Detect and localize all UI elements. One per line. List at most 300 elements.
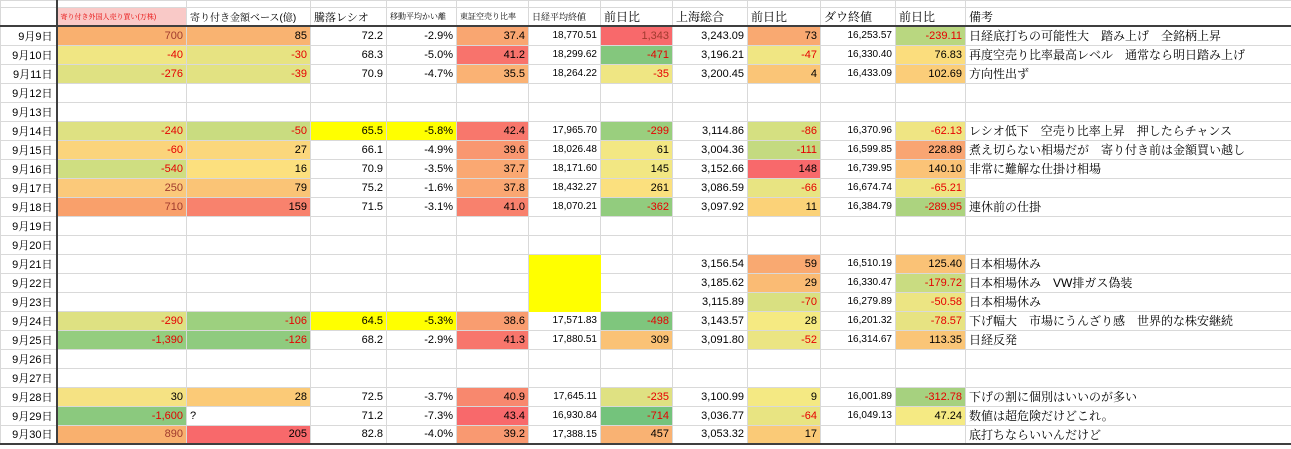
table-cell[interactable] [57, 216, 187, 235]
table-cell[interactable] [673, 349, 748, 368]
table-cell[interactable]: 73 [748, 26, 821, 45]
table-cell[interactable]: -239.11 [896, 26, 966, 45]
table-cell[interactable]: 205 [187, 425, 311, 444]
table-cell[interactable]: -1.6% [387, 178, 457, 197]
table-cell[interactable]: 37.8 [457, 178, 529, 197]
date-cell[interactable]: 9月16日 [1, 159, 57, 178]
table-cell[interactable] [187, 216, 311, 235]
table-cell[interactable] [387, 368, 457, 387]
table-cell[interactable]: -66 [748, 178, 821, 197]
remark-cell[interactable]: 日本相場休み VW排ガス偽装 [966, 273, 1291, 292]
date-cell[interactable]: 9月24日 [1, 311, 57, 330]
table-cell[interactable]: 16,384.79 [821, 197, 896, 216]
table-cell[interactable]: -3.1% [387, 197, 457, 216]
table-cell[interactable] [821, 425, 896, 444]
table-cell[interactable] [821, 235, 896, 254]
table-cell[interactable]: 75.2 [311, 178, 387, 197]
table-cell[interactable] [457, 235, 529, 254]
table-cell[interactable]: -714 [601, 406, 673, 425]
table-cell[interactable] [529, 368, 601, 387]
table-cell[interactable]: 16,330.47 [821, 273, 896, 292]
table-cell[interactable] [311, 292, 387, 311]
table-cell[interactable]: 890 [57, 425, 187, 444]
table-cell[interactable]: -3.7% [387, 387, 457, 406]
table-cell[interactable]: -299 [601, 121, 673, 140]
table-cell[interactable]: -4.7% [387, 64, 457, 83]
table-cell[interactable] [748, 216, 821, 235]
table-cell[interactable]: -498 [601, 311, 673, 330]
table-cell[interactable] [187, 368, 311, 387]
table-cell[interactable]: 70.9 [311, 64, 387, 83]
table-cell[interactable] [311, 83, 387, 102]
remark-cell[interactable]: 日経反発 [966, 330, 1291, 349]
table-cell[interactable]: 4 [748, 64, 821, 83]
table-cell[interactable]: -47 [748, 45, 821, 64]
table-cell[interactable]: 29 [748, 273, 821, 292]
table-cell[interactable] [896, 216, 966, 235]
column-header[interactable]: 寄り付き外国人売り買い(万株) [57, 8, 187, 27]
remark-cell[interactable]: 日経底打ちの可能性大 踏み上げ 全銘柄上昇 [966, 26, 1291, 45]
table-cell[interactable]: 61 [601, 140, 673, 159]
table-cell[interactable] [529, 273, 601, 292]
table-cell[interactable]: 16,253.57 [821, 26, 896, 45]
table-cell[interactable]: 68.3 [311, 45, 387, 64]
table-cell[interactable] [529, 102, 601, 121]
table-cell[interactable]: ? [187, 406, 311, 425]
table-cell[interactable]: -40 [57, 45, 187, 64]
table-cell[interactable]: 72.2 [311, 26, 387, 45]
table-cell[interactable] [601, 102, 673, 121]
table-cell[interactable]: 37.4 [457, 26, 529, 45]
table-cell[interactable] [457, 102, 529, 121]
remark-cell[interactable]: 再度空売り比率最高レベル 通常なら明日踏み上げ [966, 45, 1291, 64]
table-cell[interactable]: 3,100.99 [673, 387, 748, 406]
table-cell[interactable] [601, 292, 673, 311]
remark-cell[interactable]: レシオ低下 空売り比率上昇 押したらチャンス [966, 121, 1291, 140]
table-cell[interactable] [57, 368, 187, 387]
date-cell[interactable]: 9月13日 [1, 102, 57, 121]
column-header[interactable] [1, 8, 57, 27]
column-header[interactable]: 騰落レシオ [311, 8, 387, 27]
table-cell[interactable]: 68.2 [311, 330, 387, 349]
table-cell[interactable] [748, 368, 821, 387]
remark-cell[interactable] [966, 349, 1291, 368]
table-cell[interactable] [601, 349, 673, 368]
table-cell[interactable]: 16,674.74 [821, 178, 896, 197]
table-cell[interactable] [673, 102, 748, 121]
table-cell[interactable]: 3,114.86 [673, 121, 748, 140]
table-cell[interactable] [187, 273, 311, 292]
table-cell[interactable]: 3,004.36 [673, 140, 748, 159]
table-cell[interactable]: 41.2 [457, 45, 529, 64]
table-cell[interactable]: -471 [601, 45, 673, 64]
table-cell[interactable] [529, 235, 601, 254]
table-cell[interactable]: -5.3% [387, 311, 457, 330]
date-cell[interactable]: 9月17日 [1, 178, 57, 197]
table-cell[interactable]: 18,171.60 [529, 159, 601, 178]
remark-cell[interactable]: 数値は超危険だけどこれ。 [966, 406, 1291, 425]
remark-cell[interactable]: 連休前の仕掛 [966, 197, 1291, 216]
table-cell[interactable]: 250 [57, 178, 187, 197]
table-cell[interactable] [673, 216, 748, 235]
table-cell[interactable]: 16,201.32 [821, 311, 896, 330]
table-cell[interactable]: 145 [601, 159, 673, 178]
remark-cell[interactable] [966, 102, 1291, 121]
table-cell[interactable]: 3,185.62 [673, 273, 748, 292]
table-cell[interactable]: 16,930.84 [529, 406, 601, 425]
table-cell[interactable] [311, 368, 387, 387]
table-cell[interactable]: 47.24 [896, 406, 966, 425]
table-cell[interactable]: 27 [187, 140, 311, 159]
date-cell[interactable]: 9月19日 [1, 216, 57, 235]
table-cell[interactable]: 113.35 [896, 330, 966, 349]
remark-cell[interactable] [966, 235, 1291, 254]
date-cell[interactable]: 9月22日 [1, 273, 57, 292]
table-cell[interactable] [457, 216, 529, 235]
table-cell[interactable] [187, 292, 311, 311]
table-cell[interactable]: -62.13 [896, 121, 966, 140]
table-cell[interactable]: -39 [187, 64, 311, 83]
table-cell[interactable]: 3,200.45 [673, 64, 748, 83]
table-cell[interactable] [311, 273, 387, 292]
table-cell[interactable]: 16,314.67 [821, 330, 896, 349]
table-cell[interactable]: 39.6 [457, 140, 529, 159]
table-cell[interactable]: -362 [601, 197, 673, 216]
table-cell[interactable]: 38.6 [457, 311, 529, 330]
table-cell[interactable]: 261 [601, 178, 673, 197]
date-cell[interactable]: 9月12日 [1, 83, 57, 102]
table-cell[interactable] [821, 349, 896, 368]
table-cell[interactable]: -2.9% [387, 26, 457, 45]
table-cell[interactable]: 3,143.57 [673, 311, 748, 330]
table-cell[interactable]: 16,370.96 [821, 121, 896, 140]
table-cell[interactable]: 159 [187, 197, 311, 216]
date-cell[interactable]: 9月26日 [1, 349, 57, 368]
table-cell[interactable]: 3,156.54 [673, 254, 748, 273]
table-cell[interactable]: -65.21 [896, 178, 966, 197]
table-cell[interactable] [387, 273, 457, 292]
table-cell[interactable]: 39.2 [457, 425, 529, 444]
date-cell[interactable]: 9月25日 [1, 330, 57, 349]
table-cell[interactable]: -60 [57, 140, 187, 159]
column-header[interactable]: 移動平均かい離 [387, 8, 457, 27]
remark-cell[interactable]: 日本相場休み [966, 254, 1291, 273]
table-cell[interactable]: -3.5% [387, 159, 457, 178]
table-cell[interactable] [601, 254, 673, 273]
table-cell[interactable]: 16,279.89 [821, 292, 896, 311]
table-cell[interactable]: 102.69 [896, 64, 966, 83]
table-cell[interactable] [821, 83, 896, 102]
date-cell[interactable]: 9月30日 [1, 425, 57, 444]
table-cell[interactable]: 72.5 [311, 387, 387, 406]
table-cell[interactable]: 17,388.15 [529, 425, 601, 444]
table-cell[interactable]: 140.10 [896, 159, 966, 178]
table-cell[interactable] [748, 83, 821, 102]
table-cell[interactable] [187, 254, 311, 273]
table-cell[interactable]: -4.9% [387, 140, 457, 159]
table-cell[interactable]: 85 [187, 26, 311, 45]
table-cell[interactable]: -111 [748, 140, 821, 159]
column-header[interactable]: 備考 [966, 8, 1291, 27]
table-cell[interactable]: 18,264.22 [529, 64, 601, 83]
table-cell[interactable]: -179.72 [896, 273, 966, 292]
table-cell[interactable]: 16,330.40 [821, 45, 896, 64]
table-cell[interactable]: 82.8 [311, 425, 387, 444]
table-cell[interactable] [57, 292, 187, 311]
table-cell[interactable] [187, 349, 311, 368]
table-cell[interactable] [673, 83, 748, 102]
table-cell[interactable] [187, 83, 311, 102]
table-cell[interactable] [57, 102, 187, 121]
date-cell[interactable]: 9月28日 [1, 387, 57, 406]
table-cell[interactable]: 3,091.80 [673, 330, 748, 349]
column-header[interactable]: 東証空売り比率 [457, 8, 529, 27]
table-cell[interactable]: 3,152.66 [673, 159, 748, 178]
table-cell[interactable]: -312.78 [896, 387, 966, 406]
table-cell[interactable] [748, 349, 821, 368]
table-cell[interactable]: 148 [748, 159, 821, 178]
table-cell[interactable] [673, 368, 748, 387]
table-cell[interactable]: 79 [187, 178, 311, 197]
table-cell[interactable]: 37.7 [457, 159, 529, 178]
table-cell[interactable]: 11 [748, 197, 821, 216]
table-cell[interactable]: -64 [748, 406, 821, 425]
table-cell[interactable] [457, 83, 529, 102]
date-cell[interactable]: 9月10日 [1, 45, 57, 64]
table-cell[interactable] [387, 235, 457, 254]
date-cell[interactable]: 9月21日 [1, 254, 57, 273]
table-cell[interactable]: 16,739.95 [821, 159, 896, 178]
date-cell[interactable]: 9月20日 [1, 235, 57, 254]
table-cell[interactable]: 3,196.21 [673, 45, 748, 64]
table-cell[interactable] [896, 349, 966, 368]
table-cell[interactable]: 16,510.19 [821, 254, 896, 273]
table-cell[interactable] [529, 349, 601, 368]
table-cell[interactable]: 41.3 [457, 330, 529, 349]
table-cell[interactable]: 43.4 [457, 406, 529, 425]
table-cell[interactable]: -50.58 [896, 292, 966, 311]
table-cell[interactable]: -4.0% [387, 425, 457, 444]
date-cell[interactable]: 9月15日 [1, 140, 57, 159]
table-cell[interactable]: -7.3% [387, 406, 457, 425]
table-cell[interactable] [529, 254, 601, 273]
column-header[interactable]: 上海総合 [673, 8, 748, 27]
table-cell[interactable]: -240 [57, 121, 187, 140]
column-header[interactable]: 前日比 [896, 8, 966, 27]
table-cell[interactable]: 18,299.62 [529, 45, 601, 64]
table-cell[interactable]: -289.95 [896, 197, 966, 216]
date-cell[interactable]: 9月14日 [1, 121, 57, 140]
table-cell[interactable] [896, 235, 966, 254]
table-cell[interactable]: 3,086.59 [673, 178, 748, 197]
table-cell[interactable] [57, 254, 187, 273]
table-cell[interactable] [673, 235, 748, 254]
table-cell[interactable] [187, 235, 311, 254]
table-cell[interactable]: -5.8% [387, 121, 457, 140]
table-cell[interactable] [57, 235, 187, 254]
table-cell[interactable]: 17,645.11 [529, 387, 601, 406]
table-cell[interactable]: 125.40 [896, 254, 966, 273]
remark-cell[interactable]: 下げの割に個別はいいのが多い [966, 387, 1291, 406]
column-header[interactable]: 日経平均終値 [529, 8, 601, 27]
table-cell[interactable]: 28 [748, 311, 821, 330]
table-cell[interactable] [529, 292, 601, 311]
table-cell[interactable]: 3,036.77 [673, 406, 748, 425]
table-cell[interactable] [57, 83, 187, 102]
table-cell[interactable]: 309 [601, 330, 673, 349]
table-cell[interactable]: 59 [748, 254, 821, 273]
remark-cell[interactable]: 方向性出ず [966, 64, 1291, 83]
table-cell[interactable]: -290 [57, 311, 187, 330]
table-cell[interactable] [896, 425, 966, 444]
table-cell[interactable]: 17,965.70 [529, 121, 601, 140]
table-cell[interactable]: 700 [57, 26, 187, 45]
remark-cell[interactable]: 底打ちならいいんだけど [966, 425, 1291, 444]
table-cell[interactable] [457, 292, 529, 311]
table-cell[interactable]: 17,571.83 [529, 311, 601, 330]
table-cell[interactable]: 64.5 [311, 311, 387, 330]
table-cell[interactable]: 65.5 [311, 121, 387, 140]
table-cell[interactable]: -78.57 [896, 311, 966, 330]
column-header[interactable]: ダウ終値 [821, 8, 896, 27]
table-cell[interactable]: -235 [601, 387, 673, 406]
table-cell[interactable] [57, 349, 187, 368]
table-cell[interactable] [601, 83, 673, 102]
date-cell[interactable]: 9月11日 [1, 64, 57, 83]
date-cell[interactable]: 9月27日 [1, 368, 57, 387]
table-cell[interactable]: 457 [601, 425, 673, 444]
remark-cell[interactable]: 煮え切らない相場だが 寄り付き前は金額買い越し [966, 140, 1291, 159]
table-cell[interactable] [311, 254, 387, 273]
table-cell[interactable]: 76.83 [896, 45, 966, 64]
table-cell[interactable] [601, 235, 673, 254]
table-cell[interactable] [387, 216, 457, 235]
table-cell[interactable]: 28 [187, 387, 311, 406]
table-cell[interactable]: 710 [57, 197, 187, 216]
table-cell[interactable]: -2.9% [387, 330, 457, 349]
table-cell[interactable]: -86 [748, 121, 821, 140]
table-cell[interactable] [387, 292, 457, 311]
table-cell[interactable]: 16,049.13 [821, 406, 896, 425]
table-cell[interactable]: -276 [57, 64, 187, 83]
table-row [1, 178, 1291, 197]
table-cell[interactable]: -50 [187, 121, 311, 140]
table-cell[interactable]: -70 [748, 292, 821, 311]
table-cell[interactable] [601, 273, 673, 292]
table-cell[interactable]: 3,053.32 [673, 425, 748, 444]
table-cell[interactable]: -1,390 [57, 330, 187, 349]
remark-cell[interactable] [966, 83, 1291, 102]
column-header[interactable]: 寄り付き金額ベース(億) [187, 8, 311, 27]
table-cell[interactable]: 16,599.85 [821, 140, 896, 159]
table-cell[interactable]: 17 [748, 425, 821, 444]
table-cell[interactable]: 228.89 [896, 140, 966, 159]
table-cell[interactable] [311, 235, 387, 254]
table-cell[interactable]: 42.4 [457, 121, 529, 140]
remark-cell[interactable]: 下げ幅大 市場にうんざり感 世界的な株安継続 [966, 311, 1291, 330]
table-cell[interactable]: 18,026.48 [529, 140, 601, 159]
table-cell[interactable] [821, 102, 896, 121]
table-cell[interactable] [896, 83, 966, 102]
table-cell[interactable]: -5.0% [387, 45, 457, 64]
remark-cell[interactable]: 日本相場休み [966, 292, 1291, 311]
table-cell[interactable] [601, 368, 673, 387]
remark-cell[interactable]: 非常に難解な仕掛け相場 [966, 159, 1291, 178]
table-cell[interactable] [748, 235, 821, 254]
table-cell[interactable] [529, 216, 601, 235]
table-cell[interactable]: 41.0 [457, 197, 529, 216]
table-cell[interactable]: 9 [748, 387, 821, 406]
table-cell[interactable] [311, 216, 387, 235]
table-cell[interactable]: 66.1 [311, 140, 387, 159]
remark-cell[interactable] [966, 178, 1291, 197]
table-cell[interactable]: -30 [187, 45, 311, 64]
table-cell[interactable] [387, 102, 457, 121]
table-cell[interactable] [896, 368, 966, 387]
table-cell[interactable]: 71.2 [311, 406, 387, 425]
table-cell[interactable] [387, 349, 457, 368]
column-header[interactable]: 前日比 [601, 8, 673, 27]
table-cell[interactable]: 40.9 [457, 387, 529, 406]
date-cell[interactable]: 9月18日 [1, 197, 57, 216]
table-cell[interactable]: 1,343 [601, 26, 673, 45]
table-cell[interactable]: 16 [187, 159, 311, 178]
table-cell[interactable]: 3,115.89 [673, 292, 748, 311]
table-cell[interactable] [821, 216, 896, 235]
table-cell[interactable] [187, 102, 311, 121]
table-cell[interactable]: 71.5 [311, 197, 387, 216]
table-cell[interactable]: 35.5 [457, 64, 529, 83]
table-cell[interactable] [601, 216, 673, 235]
table-cell[interactable]: 3,097.92 [673, 197, 748, 216]
table-cell[interactable]: 70.9 [311, 159, 387, 178]
table-cell[interactable]: -106 [187, 311, 311, 330]
table-cell[interactable] [457, 254, 529, 273]
table-cell[interactable] [57, 273, 187, 292]
date-cell[interactable]: 9月23日 [1, 292, 57, 311]
table-cell[interactable] [457, 349, 529, 368]
table-cell[interactable] [457, 368, 529, 387]
remark-cell[interactable] [966, 216, 1291, 235]
table-cell[interactable] [529, 83, 601, 102]
date-cell[interactable]: 9月29日 [1, 406, 57, 425]
table-cell[interactable] [311, 349, 387, 368]
table-cell[interactable] [457, 273, 529, 292]
date-cell[interactable]: 9月9日 [1, 26, 57, 45]
table-cell[interactable]: 18,070.21 [529, 197, 601, 216]
table-cell[interactable]: 18,770.51 [529, 26, 601, 45]
table-cell[interactable]: -52 [748, 330, 821, 349]
table-cell[interactable]: -35 [601, 64, 673, 83]
table-cell[interactable] [748, 102, 821, 121]
table-cell[interactable] [896, 102, 966, 121]
table-cell[interactable]: 16,001.89 [821, 387, 896, 406]
table-cell[interactable] [387, 254, 457, 273]
table-cell[interactable]: 18,432.27 [529, 178, 601, 197]
table-cell[interactable]: 30 [57, 387, 187, 406]
table-cell[interactable]: -540 [57, 159, 187, 178]
table-cell[interactable] [311, 102, 387, 121]
table-cell[interactable]: 3,243.09 [673, 26, 748, 45]
table-cell[interactable]: 16,433.09 [821, 64, 896, 83]
column-header[interactable]: 前日比 [748, 8, 821, 27]
remark-cell[interactable] [966, 368, 1291, 387]
table-cell[interactable]: -1,600 [57, 406, 187, 425]
table-cell[interactable] [821, 368, 896, 387]
table-cell[interactable]: 17,880.51 [529, 330, 601, 349]
table-cell[interactable] [387, 83, 457, 102]
table-cell[interactable]: -126 [187, 330, 311, 349]
